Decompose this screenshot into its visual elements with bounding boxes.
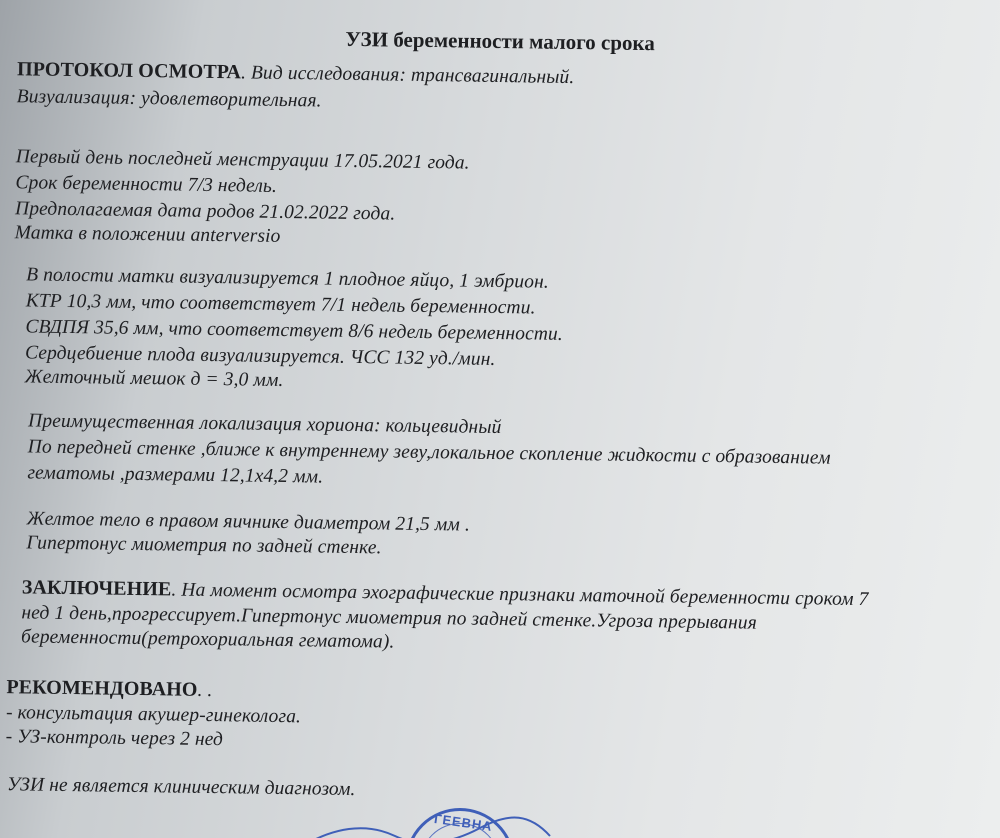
protocol-heading: ПРОТОКОЛ ОСМОТРА bbox=[16, 58, 242, 84]
visualization-line: Визуализация: удовлетворительная. bbox=[16, 86, 322, 112]
recommendation-item: - УЗ-контроль через 2 нед bbox=[5, 726, 224, 751]
myometrium-line: Гипертонус миометрия по задней стенке. bbox=[26, 532, 382, 559]
recommendations-line bbox=[6, 676, 212, 702]
recommendation-item: - консультация акушер-гинеколога. bbox=[5, 702, 302, 728]
finding-line: СВДПЯ 35,6 мм, что соответствует 8/6 недель беременности. bbox=[25, 316, 563, 345]
conclusion-heading: ЗАКЛЮЧЕНИЕ bbox=[21, 576, 172, 601]
stamp-text: ГЕЕВНА bbox=[433, 810, 494, 835]
chorion-line: гематомы ,размерами 12,1х4,2 мм. bbox=[27, 462, 324, 488]
conclusion-text: . На момент осмотра эхографические признаки маточной беременности сроком 7 bbox=[171, 579, 869, 611]
finding-line: Сердцебиение плода визуализируется. ЧСС 132 уд./мин. bbox=[24, 342, 496, 370]
protocol-line bbox=[17, 58, 575, 89]
uterus-position-line: Матка в положении anterversio bbox=[14, 222, 281, 247]
document-title: УЗИ беременности малого срока bbox=[345, 26, 655, 56]
recommendations-punct: . . bbox=[197, 679, 213, 702]
due-date-line: Предполагаемая дата родов 21.02.2022 года. bbox=[14, 198, 396, 225]
ovary-line: Желтое тело в правом яичнике диаметром 21,5 мм . bbox=[26, 508, 471, 536]
chorion-line: По передней стенке ,ближе к внутреннему зеву,локальное скопление жидкости с образованием bbox=[27, 436, 831, 469]
finding-line: Желточный мешок д = 3,0 мм. bbox=[24, 366, 284, 391]
gestational-age-line: Срок беременности 7/3 недель. bbox=[15, 172, 278, 197]
recommendations-heading: РЕКОМЕНДОВАНО bbox=[6, 676, 198, 701]
chorion-line: Преимущественная локализация хориона: кольцевидный bbox=[27, 410, 502, 439]
disclaimer-line: УЗИ не является клиническим диагнозом. bbox=[6, 774, 356, 801]
finding-line: В полости матки визуализируется 1 плодное яйцо, 1 эмбрион. bbox=[26, 264, 549, 293]
protocol-study-type: . Вид исследования: трансвагинальный. bbox=[240, 62, 575, 89]
conclusion-line: нед 1 день,прогрессирует.Гипертонус миометрия по задней стенке.Угроза прерывания bbox=[21, 602, 758, 634]
lmp-line: Первый день последней менструации 17.05.2021 года. bbox=[15, 146, 470, 174]
finding-line: КТР 10,3 мм, что соответствует 7/1 недель беременности. bbox=[25, 290, 536, 319]
conclusion-line: беременности(ретрохориальная гематома). bbox=[20, 626, 395, 653]
